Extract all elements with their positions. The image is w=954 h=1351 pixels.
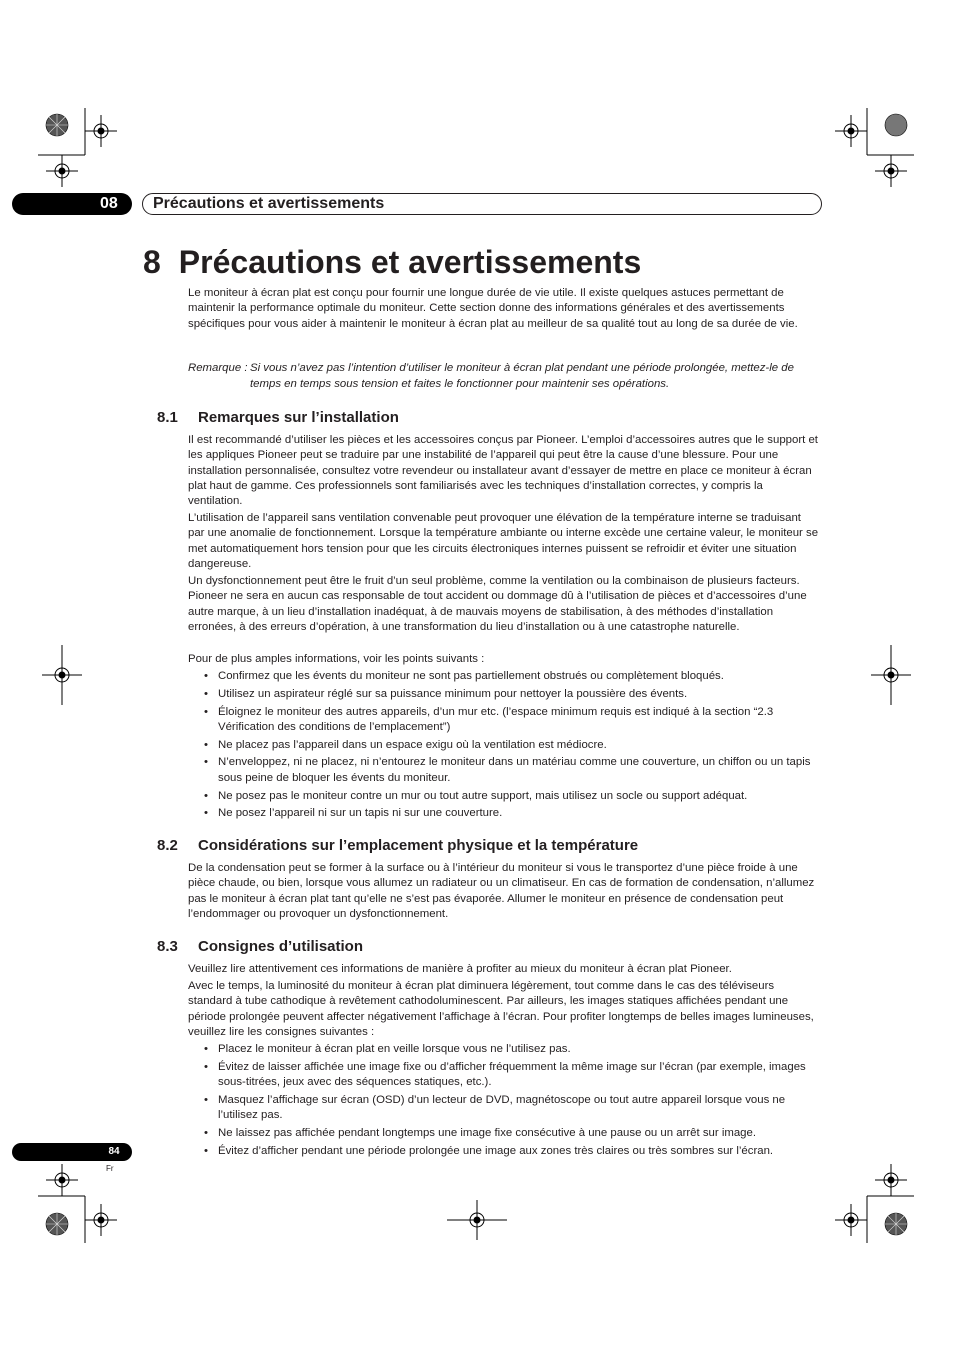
section-8-1-paragraph-1: Il est recommandé d’utiliser les pièces et les accessoires conçus par Pioneer. L’emploi d’accessoires autres que le support et les appliques Pioneer peut se traduire par une instabilité de l’appareil qui peut être la cause d’une blessure. Pour une installation personnalisée, consultez votre revendeur ou installateur avant d’essayer de mettre en place ce moniteur à écran plat haut de gamme. Ces professionnels sont familiarisés avec les techniques d’installation correctes, y compris la ventilation. [188,434,818,508]
list-item: • Ne placez pas l’appareil dans un espace exigu où la ventilation est médiocre. [188,738,820,753]
list-item: • Évitez d’afficher pendant une période prolongée une image aux zones très claires ou très sombres sur l’écran. [188,1144,820,1159]
section-8-3-paragraph-1: Veuillez lire attentivement ces informations de manière à profiter au mieux du moniteur à écran plat Pioneer. [188,963,732,975]
section-heading-8-1 [157,408,399,428]
note-label: Remarque : [188,362,248,374]
list-item: • Éloignez le moniteur des autres appareils, d’un mur etc. (l’espace minimum requis est indiqué à la section “2.3 Vérification des conditions de l’emplacement”) [204,705,774,733]
note-text: Si vous n’avez pas l’intention d’utiliser le moniteur à écran plat pendant une période prolongée, mettez-le de temps en temps sous tension et faites le fonctionner pour maintenir ses opérations. [250,362,794,390]
bullet-icon: • [204,1043,208,1055]
list-item: • Placez le moniteur à écran plat en veille lorsque vous ne l’utilisez pas. [188,1042,820,1057]
bullet-icon: • [204,705,208,718]
bullet-icon: • [204,687,208,700]
running-header-title: Précautions et avertissements [153,195,385,212]
usage-bullet-list [188,1042,820,1162]
chapter-title-number: 8 [143,244,161,280]
section-number: 8.3 [157,938,178,955]
page-number: 84 [108,1146,120,1157]
chapter-title-text: Précautions et avertissements [178,244,642,280]
note-block [188,361,820,392]
chapter-number: 08 [100,195,118,212]
list-item: • Masquez l’affichage sur écran (OSD) d’un lecteur de DVD, magnétoscope ou tout autre appareil lorsque vous ne l’utilisez pas. [204,1093,786,1122]
bullet-icon: • [204,807,208,820]
section-title: Consignes d’utilisation [198,938,364,955]
bullet-icon: • [204,670,208,682]
section-heading-8-3 [157,937,363,957]
list-item: • Ne laissez pas affichée pendant longtemps une image fixe consécutive à une pause ou un arrêt sur image. [188,1126,820,1141]
section-8-1-paragraph-3: Un dysfonctionnement peut être le fruit d’un seul problème, comme la ventilation ou la combinaison de plusieurs facteurs. Pioneer ne sera en aucun cas responsable de tout accident ou dommage dû à l’utilisation de pièces et d’accessoires d’une autre marque, à un lieu d’installation inadéquat, à de mauvais moyens de stabilisation, à des méthodes d’installation erronées, à des erreurs d’opération, à une transformation du lieu d’installation ou à une catastrophe naturelle. [188,575,807,633]
list-item: • Évitez de laisser affichée une image fixe ou d’afficher fréquemment la même image sur l’écran (par exemple, images sous-titrées, jeux avec des séquences statiques, etc.). [204,1060,806,1089]
bullet-icon: • [204,1093,208,1106]
list-item: • Confirmez que les évents du moniteur ne sont pas partiellement obstrués ou complètement bloqués. [188,669,820,684]
installation-bullet-list [188,669,820,824]
section-number: 8.2 [157,837,178,854]
section-heading-8-2 [157,836,638,856]
section-8-1-paragraph-4: Pour de plus amples informations, voir les points suivants : [188,653,485,665]
section-8-3-paragraph-2: Avec le temps, la luminosité du moniteur à écran plat diminuera légèrement, tout comme dans le cas des téléviseurs standard à tube cathodique à revêtement cathodoluminescent. Par ailleurs, les images statiques affichées pendant une période prolongée peuvent affecter négativement l’affichage à l’écran. Pour profiter longtemps de belles images lumineuses, veuillez lire les consignes suivantes : [188,980,814,1038]
list-item: • N’enveloppez, ni ne placez, ni n’entourez le moniteur dans un matériau comme une couverture, un chiffon ou un tapis sous peine de bloquer les évents du moniteur. [204,756,811,784]
section-8-1-paragraph-2: L’utilisation de l’appareil sans ventilation convenable peut provoquer une élévation de la température interne se traduisant par une anomalie de fonctionnement. Lorsque la température ambiante ou interne excède une certaine valeur, le moniteur se met automatiquement hors tension pour que les circuits électroniques internes puissent se refroidir et éviter une situation dangereuse. [188,512,819,570]
bullet-icon: • [204,1144,208,1157]
bullet-icon: • [204,789,208,802]
intro-paragraph: Le moniteur à écran plat est conçu pour fournir une longue durée de vie utile. Il existe quelques astuces permettant de maintenir la performance optimale du moniteur. Cette section donne des informations générales et des avertissements spécifiques pour vous aider à maintenir le moniteur à écran plat au meilleur de sa qualité tout au long de sa durée de vie. [188,287,798,330]
bullet-icon: • [204,738,208,751]
section-title: Remarques sur l’installation [198,409,399,426]
bullet-icon: • [204,1126,208,1139]
page-title [143,240,641,284]
list-item: • Utilisez un aspirateur réglé sur sa puissance minimum pour nettoyer la poussière des évents. [188,687,820,702]
section-title: Considérations sur l’emplacement physique et la température [198,837,639,854]
language-code: Fr [106,1164,114,1173]
bullet-icon: • [204,1060,208,1073]
bullet-icon: • [204,756,208,769]
list-item: • Ne posez l’appareil ni sur un tapis ni sur une couverture. [188,806,820,821]
section-8-2-paragraph: De la condensation peut se former à la surface ou à l’intérieur du moniteur si vous le transportez d’une pièce froide à une pièce chaude, ou bien, lorsque vous allumez un radiateur ou un climatiseur. En cas de formation de condensation, n’allumez pas le moniteur à écran plat tant qu’elle ne s’est pas évaporée. Allumer le moniteur en présence de condensation peut l’endommager ou provoquer un dysfonctionnement. [188,862,815,920]
section-number: 8.1 [157,409,178,426]
list-item: • Ne posez pas le moniteur contre un mur ou tout autre support, mais utilisez un socle ou support adéquat. [188,789,820,804]
